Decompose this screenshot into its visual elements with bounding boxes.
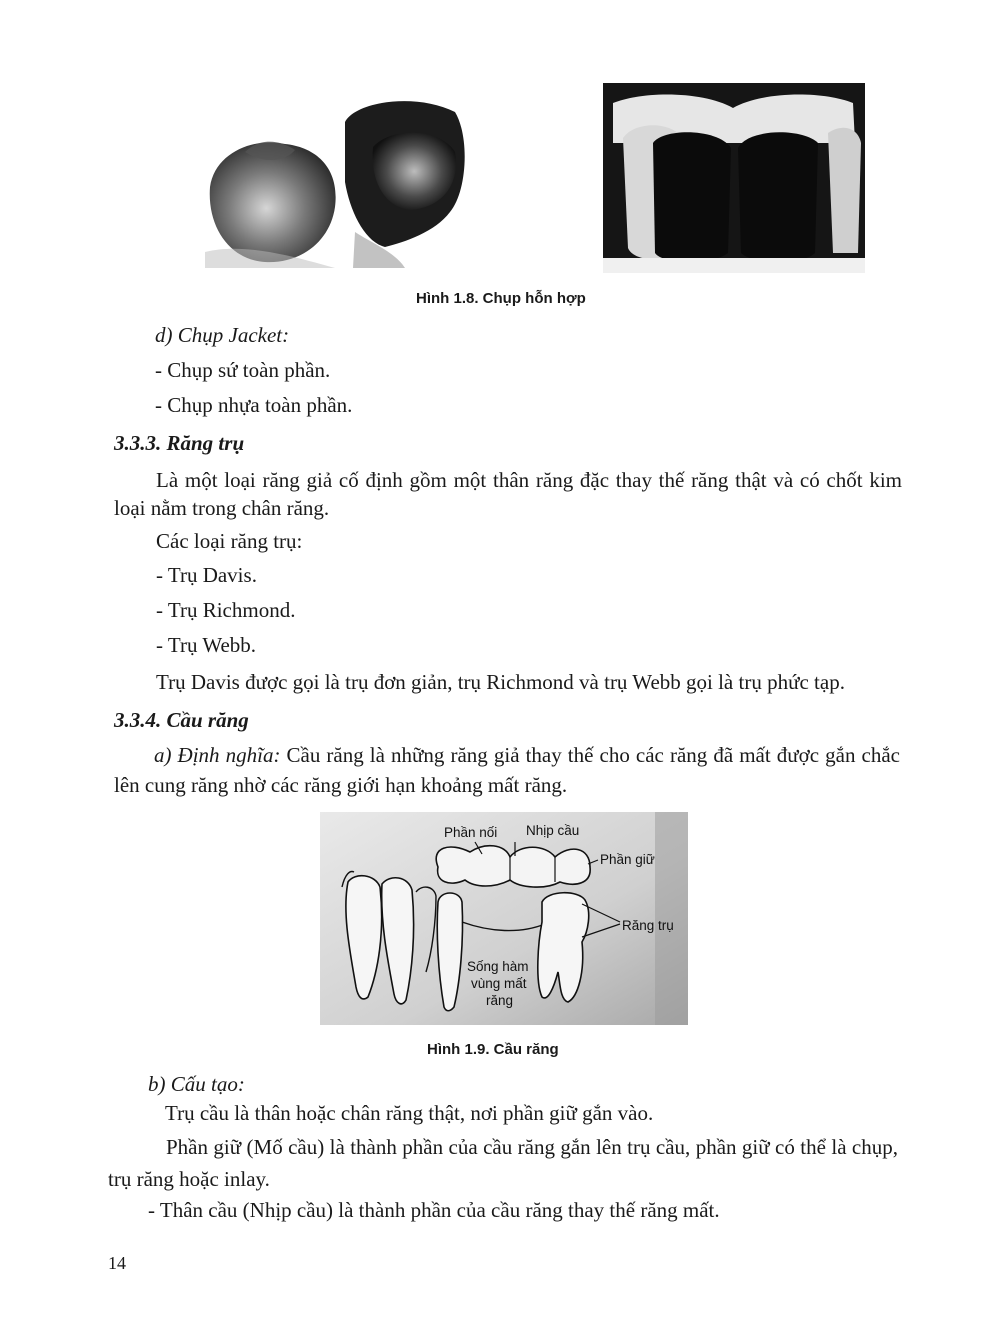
label-ridge-line-3: răng bbox=[486, 993, 514, 1008]
section-333-paragraph: Là một loại răng giả cố định gồm một thân răng đặc thay thế răng thật và có chốt kim loại nằm trong chân răng. bbox=[114, 468, 902, 520]
structure-p3: - Thân cầu (Nhịp cầu) là thành phần của cầu răng thay thế răng mất. bbox=[148, 1198, 720, 1222]
types-intro: Các loại răng trụ: bbox=[156, 529, 303, 553]
label-connector: Phần nối bbox=[444, 825, 498, 840]
section-333-summary: Trụ Davis được gọi là trụ đơn giản, trụ Richmond và trụ Webb gọi là trụ phức tạp. bbox=[156, 670, 845, 694]
figure-1-8-photo-right bbox=[603, 83, 865, 273]
structure-p2: Phần giữ (Mố cầu) là thành phần của cầu răng gắn lên trụ cầu, phần giữ có thể là chụp, trụ răng hoặc inlay. bbox=[108, 1135, 898, 1191]
list-item: - Trụ Webb. bbox=[156, 633, 257, 657]
label-abutment: Răng trụ bbox=[622, 918, 674, 933]
list-item: - Trụ Richmond. bbox=[156, 598, 296, 622]
definition-paragraph bbox=[114, 740, 900, 800]
label-ridge-line-2: vùng mất bbox=[471, 976, 527, 991]
label-pontic: Nhịp cầu bbox=[526, 823, 580, 838]
label-retainer: Phần giữ bbox=[600, 852, 655, 867]
list-item: - Chụp sứ toàn phần. bbox=[155, 358, 331, 382]
jacket-heading: d) Chụp Jacket: bbox=[155, 323, 290, 347]
figure-1-9-caption: Hình 1.9. Cầu răng bbox=[427, 1041, 559, 1058]
page-number: 14 bbox=[108, 1253, 126, 1273]
structure-heading: b) Cấu tạo: bbox=[148, 1072, 245, 1096]
definition-text: Cầu răng là những răng giả thay thế cho các răng đã mất được gắn chắc lên cung răng nhờ các răng giới hạn khoảng mất răng. bbox=[114, 743, 900, 797]
section-heading-333: 3.3.3. Răng trụ bbox=[114, 431, 245, 455]
figure-1-8-photo-left bbox=[205, 92, 470, 268]
figure-1-8-caption: Hình 1.8. Chụp hỗn hợp bbox=[416, 290, 586, 307]
definition-label: a) Định nghĩa: bbox=[154, 743, 281, 767]
structure-p1: Trụ cầu là thân hoặc chân răng thật, nơi phần giữ gắn vào. bbox=[165, 1101, 654, 1125]
figure-1-9-diagram bbox=[320, 812, 688, 1025]
section-heading-334: 3.3.4. Cầu răng bbox=[114, 708, 249, 732]
list-item: - Chụp nhựa toàn phần. bbox=[155, 393, 353, 417]
label-ridge-line-1: Sống hàm bbox=[467, 959, 529, 974]
list-item: - Trụ Davis. bbox=[156, 563, 257, 587]
